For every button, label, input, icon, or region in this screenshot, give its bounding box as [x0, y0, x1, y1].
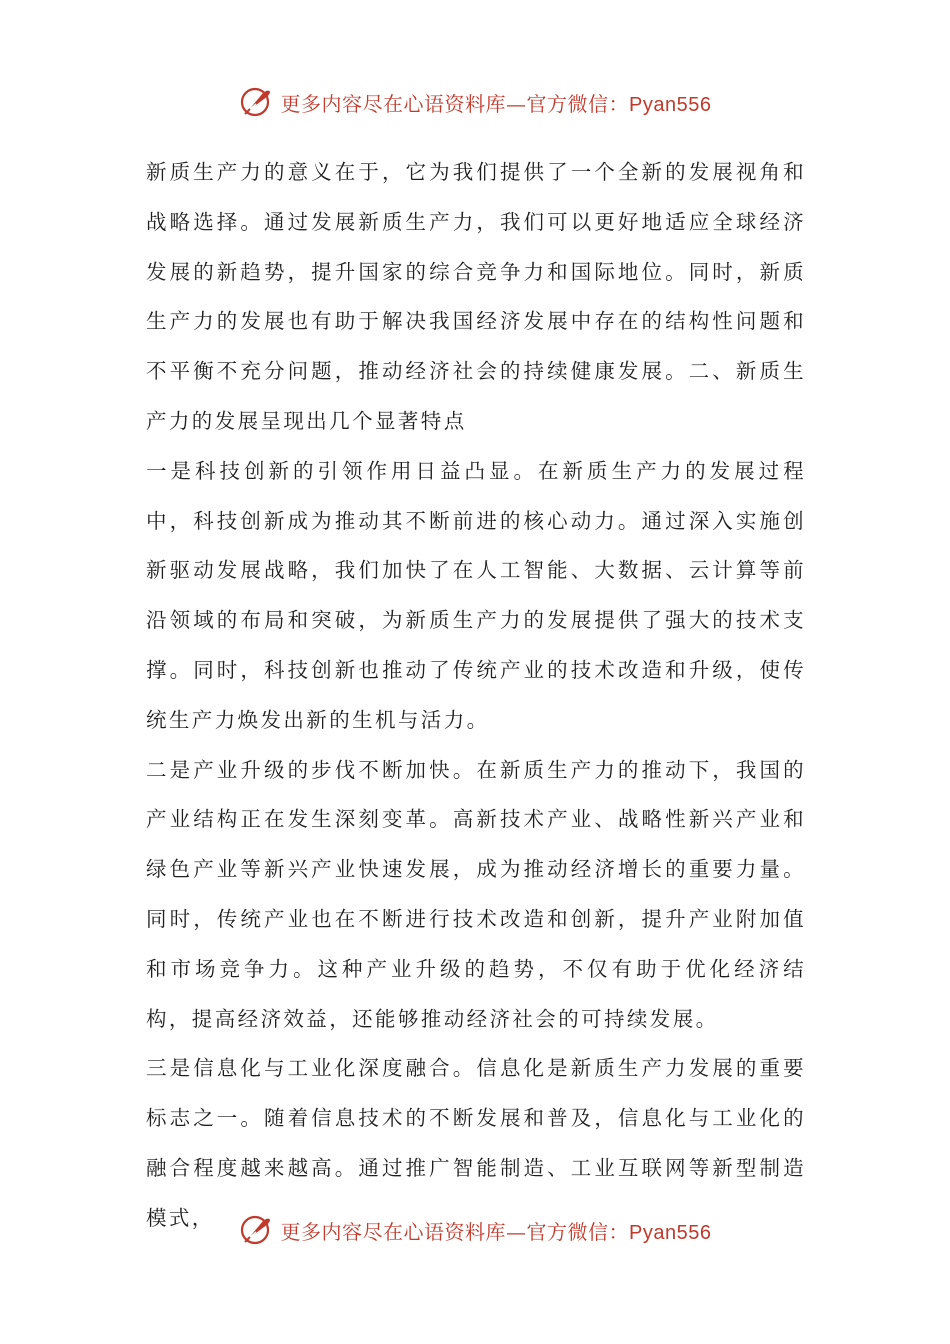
- paragraph: 新质生产力的意义在于，它为我们提供了一个全新的发展视角和战略选择。通过发展新质生产力，我们可以更好地适应全球经济发展的新趋势，提升国家的综合竞争力和国际地位。同时，新质生产力的发展也有助于解决我国经济发展中存在的结构性问题和不平衡不充分问题，推动经济社会的持续健康发展。二、新质生产力的发展呈现出几个显著特点: [146, 160, 806, 433]
- footer-banner: [0, 1210, 950, 1250]
- quill-pen-circle-icon: [239, 1212, 275, 1248]
- banner-text: 更多内容尽在心语资料库—官方微信：Pyan556: [280, 1219, 712, 1244]
- banner-text: 更多内容尽在心语资料库—官方微信：Pyan556: [280, 91, 712, 116]
- paragraph: 二是产业升级的步伐不断加快。在新质生产力的推动下，我国的产业结构正在发生深刻变革。高新技术产业、战略性新兴产业和绿色产业等新兴产业快速发展，成为推动经济增长的重要力量。同时，传统产业也在不断进行技术改造和创新，提升产业附加值和市场竞争力。这种产业升级的趋势，不仅有助于优化经济结构，提高经济效益，还能够推动经济社会的可持续发展。: [146, 757, 806, 1031]
- paragraph: 三是信息化与工业化深度融合。信息化是新质生产力发展的重要标志之一。随着信息技术的不断发展和普及，信息化与工业化的融合程度越来越高。通过推广智能制造、工业互联网等新型制造模式，: [146, 1056, 806, 1230]
- header-banner: [0, 82, 950, 122]
- document-body: [146, 148, 806, 1244]
- wechat-id: Pyan556: [629, 93, 712, 116]
- wechat-id: Pyan556: [629, 1221, 712, 1244]
- quill-pen-circle-icon: [239, 84, 275, 120]
- paragraph: 一是科技创新的引领作用日益凸显。在新质生产力的发展过程中，科技创新成为推动其不断前进的核心动力。通过深入实施创新驱动发展战略，我们加快了在人工智能、大数据、云计算等前沿领域的布局和突破，为新质生产力的发展提供了强大的技术支撑。同时，科技创新也推动了传统产业的技术改造和升级，使传统生产力焕发出新的生机与活力。: [146, 458, 806, 732]
